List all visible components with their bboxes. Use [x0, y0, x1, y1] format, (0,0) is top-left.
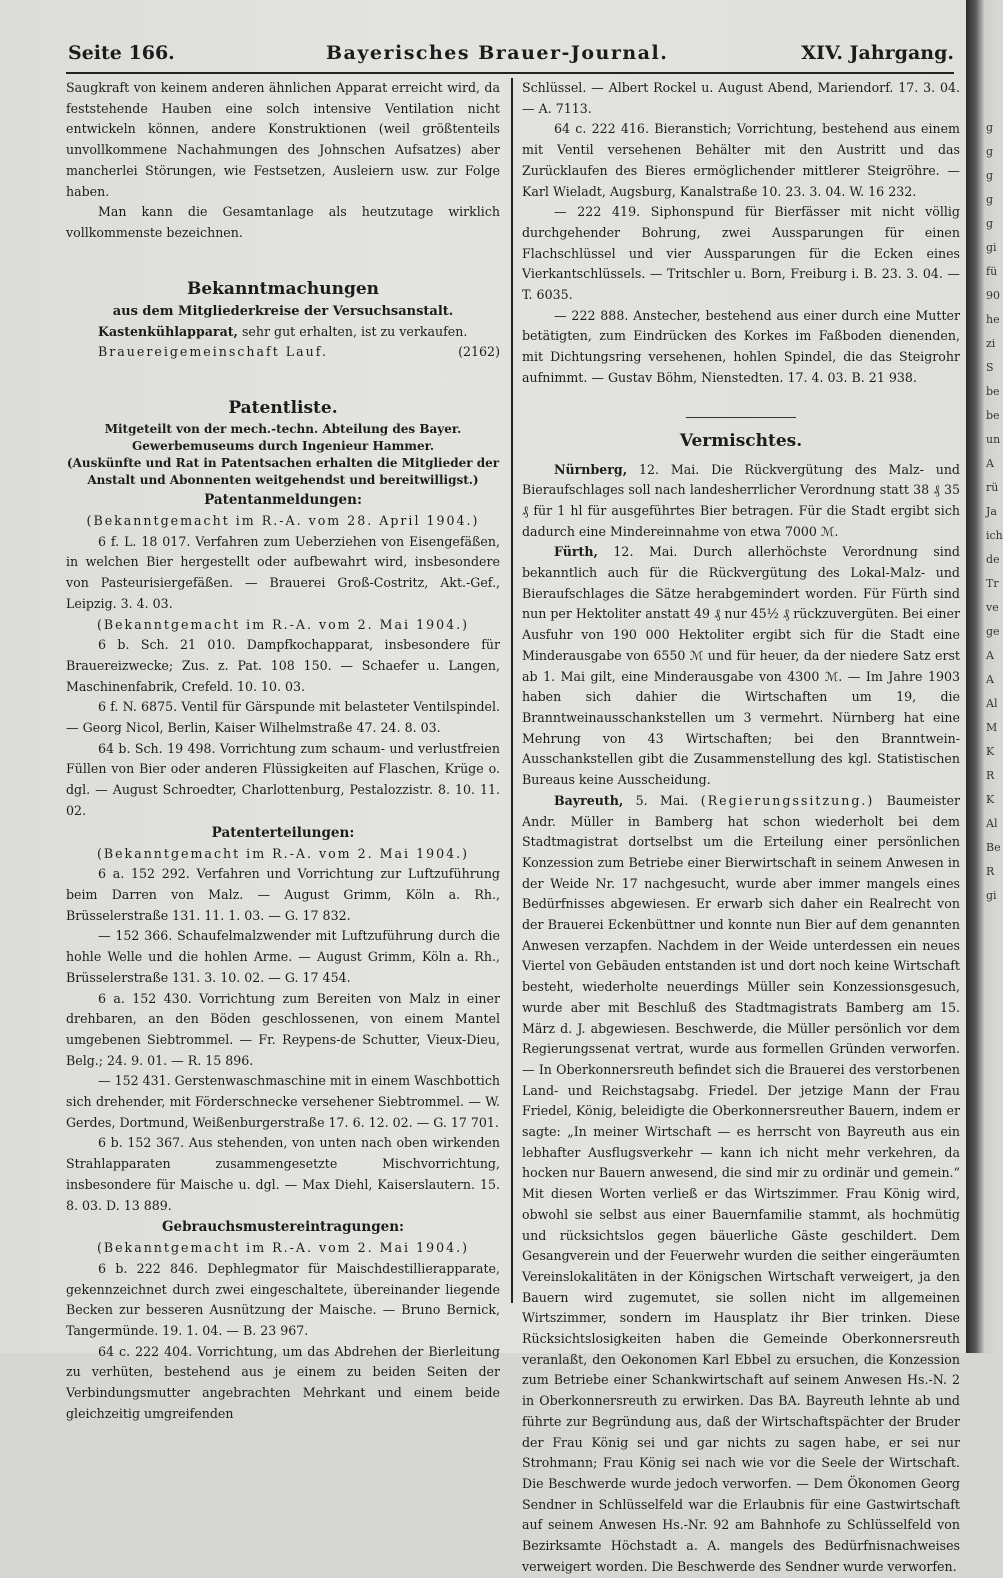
header-rule: [66, 72, 954, 74]
news-text: 12. Mai. Durch allerhöchste Verordnung sind bekanntlich auch für die Rückvergütung des Lokal-Malz- und Bieraufschlages die Sätze herabgemindert worden. Für Fürth sind nun per Hektoliter anstatt 49 ₰ nur 45½ ₰ rückzuvergüten. Bei einer Ausfuhr von 190 000 Hektoliter ergibt sich für die Stadt eine Minderausgabe von 6550 ℳ und für heuer, da der niedere Satz erst ab 1. Mai gilt, eine Minderausgabe von 4300 ℳ. — Im Jahre 1903 haben sich dahier die Wirtschaften um 19, die Branntweinausschankstellen um 3 vermehrt. Nürnberg hat eine Mehrung von 43 Wirtschaften; bei den Branntwein-Ausschankstellen gibt die Zusammenstellung des kgl. Statistischen Bureaus keine Ausscheidung.: [522, 544, 960, 788]
announcement-item-text: sehr gut erhalten, ist zu verkaufen.: [241, 323, 468, 339]
patent-source-line: Mitgeteilt von der mech.-techn. Abteilung des Bayer. Gewerbemuseums durch Ingenieur Hammer.: [104, 422, 462, 454]
patent-entry: 64 c. 222 404. Vorrichtung, um das Abdrehen der Bierleitung zu verhüten, bestehend aus je einem zu beiden Seiten der Verbindungsmutter angebrachten Mehrkant und einem beide gleichzeitig umgreifenden: [66, 1343, 500, 1421]
miscellaneous-heading: Vermischtes.: [679, 430, 803, 451]
edge-fragment: g: [986, 217, 994, 230]
patent-entry: — 152 431. Gerstenwaschmaschine mit in einem Waschbottich sich drehender, mit Förderschnecke versehener Siebtrommel. — W. Gerdes, Dortmund, Weißenburgerstraße 17. 6. 12. 02. — G. 17 701.: [66, 1073, 500, 1130]
edge-fragment: be: [986, 409, 1000, 422]
patent-entry: — 222 888. Anstecher, bestehend aus einer durch eine Mutter betätigten, zum Eindrücken des Korkes im Faßboden dienenden, mit Dichtungsring versehenen, hohlen Spindel, die das Steigrohr aufnimmt. — Gustav Böhm, Nienstedten. 17. 4. 03. B. 21 938.: [522, 307, 960, 385]
edge-fragment: g: [986, 145, 994, 158]
edge-fragment: de: [986, 553, 1000, 566]
patent-entry: — 222 419. Siphonspund für Bierfässer mit nicht völlig durchgehender Bohrung, zwei Aussparungen für einen Flachschlüssel und vier Aussparungen für die Ecken eines Vierkantschlüssels. — Tritschler u. Born, Freiburg i. B. 23. 3. 04. — T. 6035.: [522, 204, 960, 303]
edge-fragment: g: [986, 121, 994, 134]
edge-fragment: Be: [986, 841, 1001, 854]
patent-entry: — 152 366. Schaufelmalzwender mit Luftzuführung durch die hohle Welle und die hohlen Arme. — August Grimm, Köln a. Rh., Brüsselerstraße 131. 3. 10. 02. — G. 17 454.: [66, 928, 500, 985]
announcements-heading: Bekanntmachungen: [186, 278, 380, 299]
announcement-seller-line: [66, 342, 500, 363]
edge-fragment: Tr: [986, 577, 999, 590]
edge-fragment: he: [986, 313, 1000, 326]
column-divider: [511, 78, 513, 1303]
edge-fragment: R: [986, 769, 995, 782]
patent-entry: 6 a. 152 292. Verfahren und Vorrichtung zur Luftzuführung beim Darren von Malz. — August Grimm, Köln a. Rh., Brüsselerstraße 131. 11. 1. 03. — G. 17 832.: [66, 866, 500, 923]
page-header: [68, 40, 954, 70]
edge-fragment: Al: [986, 817, 998, 830]
adjacent-page-fragments: [986, 120, 1003, 912]
patent-entry: 6 a. 152 430. Vorrichtung zum Bereiten von Malz in einer drehbaren, an den Böden geschlossenen, von einem Mantel umgebenen Siebtrommel. — Fr. Reypens-de Schutter, Vieux-Dieu, Belg.; 24. 9. 01. — R. 15 896.: [66, 990, 500, 1068]
news-item: [522, 542, 960, 790]
edge-fragment: K: [986, 745, 995, 758]
edge-fragment: un: [986, 433, 1001, 446]
patent-grants-heading: Patenterteilungen:: [211, 824, 355, 841]
patent-info-line: (Auskünfte und Rat in Patentsachen erhalten die Mitglieder der Anstalt und Abonnenten weitgehendst und bereitwilligst.): [66, 456, 500, 488]
intro-paragraph: Man kann die Gesamtanlage als heutzutage wirklich vollkommenste bezeichnen.: [66, 204, 500, 240]
announcement-item-name: Kastenkühlapparat,: [98, 323, 238, 339]
edge-fragment: K: [986, 793, 995, 806]
intro-paragraph: Saugkraft von keinem anderen ähnlichen Apparat erreicht wird, da feststehende Hauben eine solch intensive Ventilation nicht entwickeln können, andere Konstruktionen (weil größtenteils unvollkommene Nachahmungen des Johnschen Aufsatzes) aber mancherlei Störungen, wie Festsetzen, Ausleiern usw. zur Folge haben.: [66, 80, 500, 199]
edge-fragment: S: [986, 361, 994, 374]
patent-entry: 6 f. L. 18 017. Verfahren zum Ueberziehen von Eisengefäßen, in welchen Bier hergestellt oder aufbewahrt wird, insbesondere von Pasteurisiergefäßen. — Brauerei Groß-Costritz, Akt.-Gef., Leipzig. 3. 4. 03.: [66, 533, 500, 611]
patent-entry: 64 c. 222 416. Bieranstich; Vorrichtung, bestehend aus einem mit Ventil versehenen Behälter mit den Austritt und das Zurücklaufen des Bieres ermöglichender mittlerer Steigröhre. — Karl Wieladt, Augsburg, Kanalstraße 10. 23. 3. 04. W. 16 232.: [522, 121, 960, 199]
news-session: (Regierungssitzung.): [700, 792, 875, 808]
announcement-code: (2162): [458, 344, 500, 360]
volume-label: XIV. Jahrgang.: [801, 42, 954, 64]
announcement-date-line: (Bekanntgemacht im R.-A. vom 28. April 1904.): [86, 513, 480, 529]
edge-fragment: g: [986, 169, 994, 182]
patent-entry: 6 f. N. 6875. Ventil für Gärspunde mit belasteter Ventilspindel. — Georg Nicol, Berlin, Kaiser Wilhelmstraße 47. 24. 8. 03.: [66, 699, 500, 736]
announcement-item: [66, 322, 500, 343]
edge-fragment: ich: [986, 529, 1003, 542]
news-place: Fürth,: [554, 544, 598, 560]
news-item: [522, 791, 960, 1578]
patent-entry: 64 b. Sch. 19 498. Vorrichtung zum schaum- und verlustfreien Füllen von Bier oder anderen Flüssigkeiten auf Flaschen, Krüge o. dgl. — August Schroedter, Charlottenburg, Pestalozzistr. 8. 10. 11. 02.: [66, 740, 500, 818]
utility-models-heading: Gebrauchsmustereintragungen:: [161, 1219, 405, 1236]
announcement-date-line: (Bekanntgemacht im R.-A. vom 2. Mai 1904.): [96, 845, 470, 861]
edge-fragment: ve: [986, 601, 999, 614]
news-item: [522, 460, 960, 543]
news-place: Bayreuth,: [554, 792, 624, 808]
edge-fragment: gi: [986, 241, 997, 254]
edge-fragment: M: [986, 721, 998, 734]
left-column: [66, 78, 500, 1425]
edge-fragment: gi: [986, 889, 997, 902]
edge-fragment: rü: [986, 481, 999, 494]
edge-fragment: fü: [986, 265, 998, 278]
edge-fragment: be: [986, 385, 1000, 398]
patent-applications-heading: Patentanmeldungen:: [204, 492, 362, 509]
patent-entry-continued: Schlüssel. — Albert Rockel u. August Abend, Mariendorf. 17. 3. 04. — A. 7113.: [522, 80, 960, 116]
patent-entry: 6 b. Sch. 21 010. Dampfkochapparat, insbesondere für Brauereizwecke; Zus. z. Pat. 108 150. — Schaefer u. Langen, Maschinenfabrik, Crefeld. 10. 10. 03.: [66, 637, 500, 694]
edge-fragment: ge: [986, 625, 1000, 638]
patent-entry: 6 b. 222 846. Dephlegmator für Maischdestillierapparate, gekennzeichnet durch zwei eingeschaltete, übereinander liegende Becken zur besseren Ausnützung der Maische. — Bruno Bernick, Tangermünde. 19. 1. 04. — B. 23 967.: [66, 1260, 500, 1339]
edge-fragment: g: [986, 193, 994, 206]
patent-entry: 6 b. 152 367. Aus stehenden, von unten nach oben wirkenden Strahlapparaten zusammengesetzte Mischvorrichtung, insbesondere für Maische u. dgl. — Max Diehl, Kaiserslautern. 15. 8. 03. D. 13 889.: [66, 1135, 500, 1213]
news-text: Baumeister Andr. Müller in Bamberg hat schon wiederholt bei dem Stadtmagistrat dortselbst um die Erteilung einer persönlichen Konzession zum Betriebe einer Bierwirtschaft in seinem Anwesen in der Weide Nr. 17 nachgesucht, wurde aber immer mangels eines Bedürfnisses abgewiesen. Er erwarb sich daher ein Realrecht von der Brauerei Eckenbüttner und konnte nun Bier auf dem genannten Anwesen verzapfen. Nachdem in der Weide unterdessen ein neues Viertel von Gebäuden entstanden ist und dort noch keine Wirtschaft besteht, wiederholte neuerdings Müller sein Konzessionsgesuch, wurde aber mit Beschluß des Stadtmagistrats Bamberg am 15. März d. J. abgewiesen. Beschwerde, die Müller persönlich vor dem Regierungssenat vertrat, wurde aus formellen Gründen verworfen. — In Oberkonnersreuth befindet sich die Brauerei des verstorbenen Land- und Reichstagsabg. Friedel. Der jetzige Mann der Frau Friedel, König, beleidigte die Oberkonnersreuther Bauern, indem er sagte: „In meiner Wirtschaft — es herrscht von Bayreuth aus ein lebhafter Ausflugsverkehr — kann ich nicht mehr verkehren, da hocken nur Bauern anwesend, die sind mir zu ordinär und gemein.“ Mit diesen Worten verließ er das Wirtszimmer. Frau König wird, obwohl sie selbst aus einer Bauernfamilie stammt, als hochmütig und rücksichtslos gegen bäuerliche Gäste geschildert. Dem Gesangverein und der Feuerwehr wurden die seither eingeräumten Vereinslokalitäten in der Königschen Wirtschaft verweigert, ja den Bauern wird zugemutet, sie sollen nicht im allgemeinen Wirtszimmer, sondern im Hausplatz ihr Bier trinken. Diese Rücksichtslosigkeiten haben die Gemeinde Oberkonnersreuth veranlaßt, den Oekonomen Karl Ebbel zu ersuchen, die Konzession zum Betriebe einer Schankwirtschaft auf seinem Anwesen Hs.-N. 2 in Oberkonnersreuth zu erwirken. Das BA. Bayreuth lehnte ab und führte zur Begründung aus, daß der Wirtschaftspächter der Bruder der Frau König sei und gar nichts zu sagen habe, er sei nur Strohmann; Frau König sei nach wie vor die Seele der Wirtschaft. Die Beschwerde wurde jedoch verworfen. — Dem Ökonomen Georg Sendner in Schlüsselfeld war die Erlaubnis für eine Gastwirtschaft auf seinem Anwesen Hs.-Nr. 92 am Bahnhofe zu Schlüsselfeld von Bezirksamte Höchstadt a. A. mangels des Bedürfnisnachweises verweigert worden. Die Beschwerde des Sendner wurde verworfen.: [522, 792, 960, 1574]
announcement-seller: Brauereigemeinschaft Lauf.: [98, 344, 328, 360]
edge-fragment: Ja: [986, 505, 997, 518]
patent-list-heading: Patentliste.: [228, 398, 338, 419]
right-column: [522, 78, 960, 1578]
page-number: Seite 166.: [68, 42, 175, 64]
journal-title: Bayerisches Brauer-Journal.: [326, 42, 669, 64]
edge-fragment: A: [986, 457, 994, 470]
announcement-date-line: (Bekanntgemacht im R.-A. vom 2. Mai 1904.): [96, 616, 470, 632]
news-text: 12. Mai. Die Rückvergütung des Malz- und Bieraufschlages soll nach landesherrlicher Verordnung statt 38 ₰ 35 ₰ für 1 hl für ausgeführtes Bier betragen. Für die Stadt ergibt sich dadurch eine Mindereinnahme von etwa 7000 ℳ.: [522, 461, 960, 539]
edge-fragment: A: [986, 649, 994, 662]
announcements-subheading: aus dem Mitgliederkreise der Versuchsanstalt.: [112, 303, 454, 319]
edge-fragment: A: [986, 673, 994, 686]
edge-fragment: Al: [986, 697, 998, 710]
announcement-date-line: (Bekanntgemacht im R.-A. vom 2. Mai 1904.): [96, 1240, 470, 1256]
edge-fragment: 90: [986, 289, 1000, 302]
edge-fragment: zi: [986, 337, 996, 350]
edge-fragment: R: [986, 865, 995, 878]
news-date: 5. Mai.: [635, 792, 689, 808]
news-place: Nürnberg,: [554, 461, 628, 477]
